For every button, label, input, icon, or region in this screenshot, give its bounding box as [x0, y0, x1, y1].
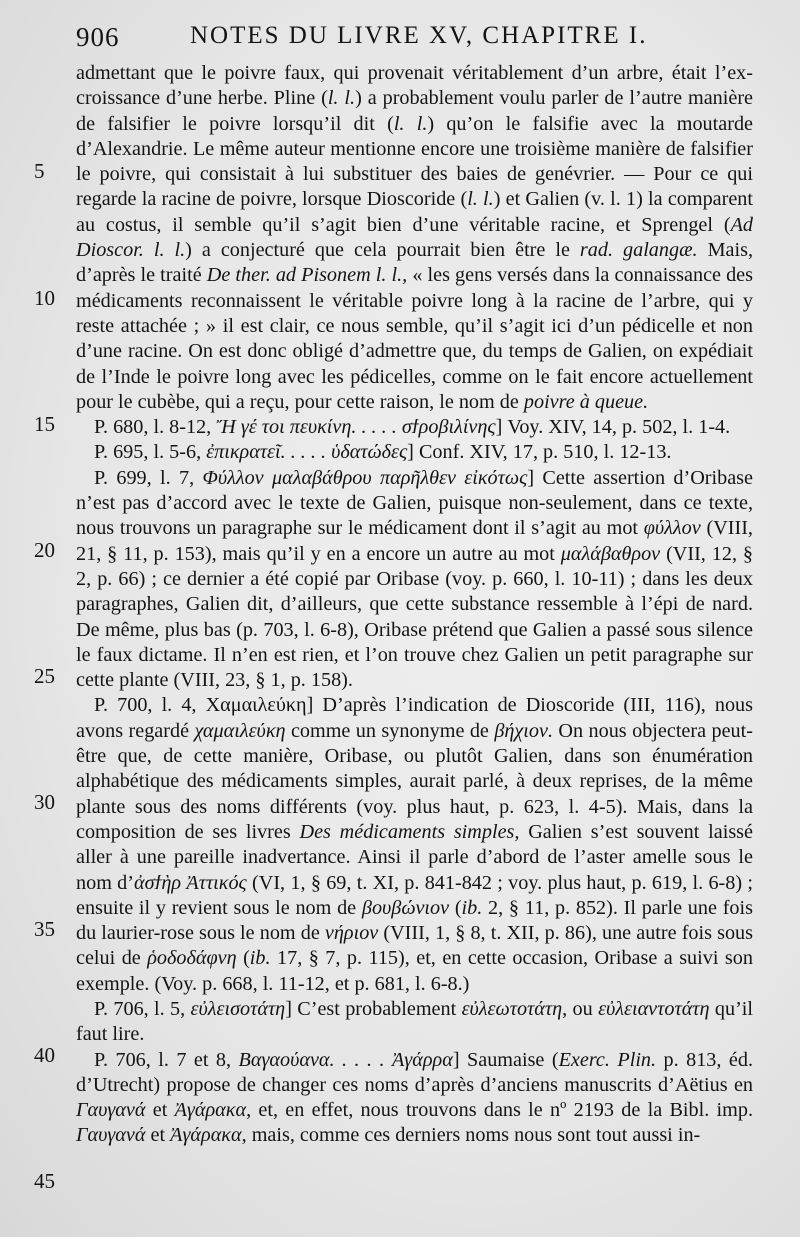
text-segment: ] Cette assertion d’Oribase n’est pas d’accord avec le texte de Galien, puisque non-seulement, dans ce texte, nous trouvons un paragraphe sur le médicament dont il s’agit au mot [76, 466, 753, 540]
italic-text: l. l. [327, 87, 356, 110]
italic-text: ib. [461, 896, 483, 919]
text-segment: Χαμαιλεύκη [205, 694, 307, 717]
italic-text: ἀσϯὴρ Ἀττικός [134, 871, 247, 894]
italic-text: νήριον [324, 922, 379, 945]
italic-text: Ad Dioscor. l. l. [76, 213, 753, 262]
text-segment: P. 700, l. 4, [94, 694, 206, 717]
text-segment: 2, § 11, p. 852). Il parle une fois du laurier-rose sous le nom de [76, 896, 753, 945]
italic-text: Des médicaments simples, [299, 820, 520, 843]
text-segment: comme un synonyme de [285, 719, 495, 742]
text-segment: ] C’est probablement [285, 997, 462, 1020]
italic-text: ἐπικρατεῖ. . . . . ὑδατώδες [206, 441, 408, 464]
note-paragraph [76, 693, 753, 997]
italic-text: Ἀγάρακα [174, 1099, 247, 1122]
text-segment: ) a conjecturé que cela pourrait bien être le [185, 239, 580, 262]
line-number: 35 [34, 917, 55, 941]
line-number: 45 [34, 1169, 55, 1193]
line-number: 15 [34, 412, 55, 436]
page-number: 906 [76, 22, 120, 52]
line-number: 25 [34, 664, 55, 688]
text-segment: ] Voy. XIV, 14, p. 502, l. 1-4. [495, 416, 731, 439]
text-segment: (VI, 1, § 69, t. XI, p. 841-842 ; voy. plus haut, p. 619, l. 6-8) ; ensuite il y revient sous le nom de [76, 871, 753, 919]
text-segment: 17, § 7, p. 115), et, en cette occasion, Oribase a suivi son exemple. (Voy. p. 668, l. 11-12, et p. 681, l. 6-8.) [76, 947, 753, 995]
text-segment: « les gens versés dans la connaissance des médicaments reconnaissent le véritable poivre long à la racine de l’arbre, qui y reste attachée ; » il est clair, ce nous semble, qu’il s’agit ici d’un pédicelle et non d’une racine. On est donc obligé d’admettre que, du temps de Galien, on expédiait de l’Inde le poivre long avec les pédicelles, comme on le fait encore actuellement pour le cubèbe, qui a reçu, pour cette raison, le nom de [76, 264, 753, 413]
text-segment: admettant que le poivre faux, qui provenait véritablement d’un arbre, était l’excroissance d’une herbe. Pline ( [76, 62, 753, 110]
text-segment: P. 706, l. 7 et 8, [94, 1048, 239, 1071]
text-segment: P. 695, l. 5-6, [94, 441, 207, 464]
line-number: 20 [34, 538, 55, 562]
text-segment: ) et Galien (v. l. 1) la comparent au costus, il semble qu’il s’agit bien d’une véritable racine, et Sprengel ( [76, 188, 754, 236]
text-segment: (VII, 12, § 2, p. 66) ; ce dernier a été copié par Oribase (voy. p. 660, l. 10-11) ; dans les deux paragraphes, Galien dit, d’ailleurs, que cette substance ressemble à l’épi de nard. De même, plus bas (p. 703, l. 6-8), Oribase prétend que Galien a passé sous silence le faux dictame. Il n’en est rien, et l’on trouve chez Galien un petit paragraphe sur cette plante (VIII, 23, § 1, p. 158). [76, 542, 753, 692]
text-segment: (VIII, 1, § 8, t. XII, p. 86), une autre fois sous celui de [76, 922, 754, 970]
italic-text: Βαγαούανα. . . . . Ἀγάρρα [238, 1048, 453, 1071]
text-segment: , mais, comme ces derniers noms nous sont tout aussi in- [241, 1124, 701, 1147]
line-number: 40 [34, 1043, 55, 1067]
line-number-margin [0, 0, 76, 1237]
note-paragraph [76, 1048, 753, 1149]
text-segment: ] D’après l’indication de Dioscoride (III, 116), nous avons regardé [76, 694, 753, 742]
italic-text: εὐλεισοτάτη [190, 997, 286, 1020]
italic-text: Ἤ γέ τοι πευκίνη. . . . . σϯροβιλίνης [216, 416, 496, 439]
text-segment: ) qu’on le falsifie avec la moutarde d’Alexandrie. Le même auteur mentionne encore une troisième manière de falsifier le poivre, qui consistait à lui substituer des baies de genévrier. — Pour ce qui regarde la racine de poivre, lorsque Dioscoride ( [76, 112, 753, 211]
italic-text: De ther. ad Pisonem l. l., [206, 264, 408, 287]
text-segment: p. 813, éd. d’Utrecht) propose de changer ces noms d’après d’anciens manuscrits d’Aëtius en [76, 1048, 753, 1096]
italic-text: Φύλλον μαλαβάθρου παρῆλθεν εἰκότως [202, 466, 528, 489]
italic-text: Exerc. Plin. [558, 1048, 657, 1071]
italic-text: φύλλον [643, 517, 701, 540]
italic-text: rad. galangæ. [579, 239, 698, 262]
text-segment: , et, en effet, nous trouvons dans le nº 2193 de la Bibl. imp. [246, 1099, 753, 1122]
italic-text: ib. [249, 947, 271, 970]
note-paragraph [76, 415, 753, 440]
continuation-paragraph [76, 61, 753, 415]
line-number: 5 [34, 159, 45, 183]
italic-text: l. l. [467, 188, 494, 211]
italic-text: βουβώνιον [361, 896, 450, 919]
note-paragraph [76, 440, 753, 465]
text-segment: ( [449, 896, 462, 919]
text-segment: (VIII, 21, § 11, p. 153), mais qu’il y en a encore un autre au mot [76, 517, 753, 565]
note-paragraph [76, 466, 753, 694]
italic-text: Γαυγανά [76, 1124, 146, 1147]
italic-text: εὐλεωτοτάτη [461, 997, 563, 1020]
text-segment: On nous objectera peut-être que, de cette manière, Oribase, ou plutôt Galien, dans son énumération alphabétique des médicaments simples, aurait parlé, à deux reprises, de la même plante sous des noms différents (voy. plus haut, p. 623, l. 4-5). Mais, dans la composition de ses livres [76, 719, 753, 843]
text-segment: ] Conf. XIV, 17, p. 510, l. 12-13. [407, 441, 672, 464]
text-segment: ( [236, 947, 250, 970]
italic-text: ῥοδοδάφνη [147, 947, 237, 970]
text-segment: , ou [562, 997, 599, 1020]
text-segment: ] Saumaise ( [452, 1048, 559, 1071]
note-paragraph [76, 997, 753, 1048]
text-segment: ) a probablement voulu parler de l’autre manière de falsifier le poivre lorsqu’il dit ( [76, 87, 754, 135]
italic-text: Ἀγάρακα [170, 1124, 242, 1147]
text-segment: et [145, 1124, 171, 1147]
italic-text: μαλάβαθρον [560, 542, 661, 565]
italic-text: l. l. [393, 112, 428, 135]
italic-text: εὐλειαντοτάτη [598, 997, 710, 1020]
page-header [0, 18, 800, 58]
text-segment: P. 680, l. 8-12, [94, 416, 217, 439]
running-title: NOTES DU LIVRE XV, CHAPITRE I. [190, 22, 648, 49]
text-segment: Galien s’est souvent laissé aller à une pareille inadvertance. Ainsi il parle d’abord de l’aster amelle sous le nom d’ [76, 820, 753, 894]
italic-text: βήχιον. [494, 719, 553, 742]
text-segment: P. 699, l. 7, [94, 466, 203, 489]
notes-text [76, 61, 753, 1149]
italic-text: χαμαιλεύκη [194, 719, 286, 742]
text-segment: Mais, d’après le traité [76, 239, 754, 287]
text-segment: et [145, 1099, 175, 1122]
italic-text: Γαυγανά [76, 1099, 146, 1122]
text-segment: qu’il faut lire. [76, 997, 754, 1046]
italic-text: poivre à queue. [523, 390, 649, 413]
text-segment: P. 706, l. 5, [94, 997, 191, 1020]
line-number: 30 [34, 790, 55, 814]
line-number: 10 [34, 286, 55, 310]
